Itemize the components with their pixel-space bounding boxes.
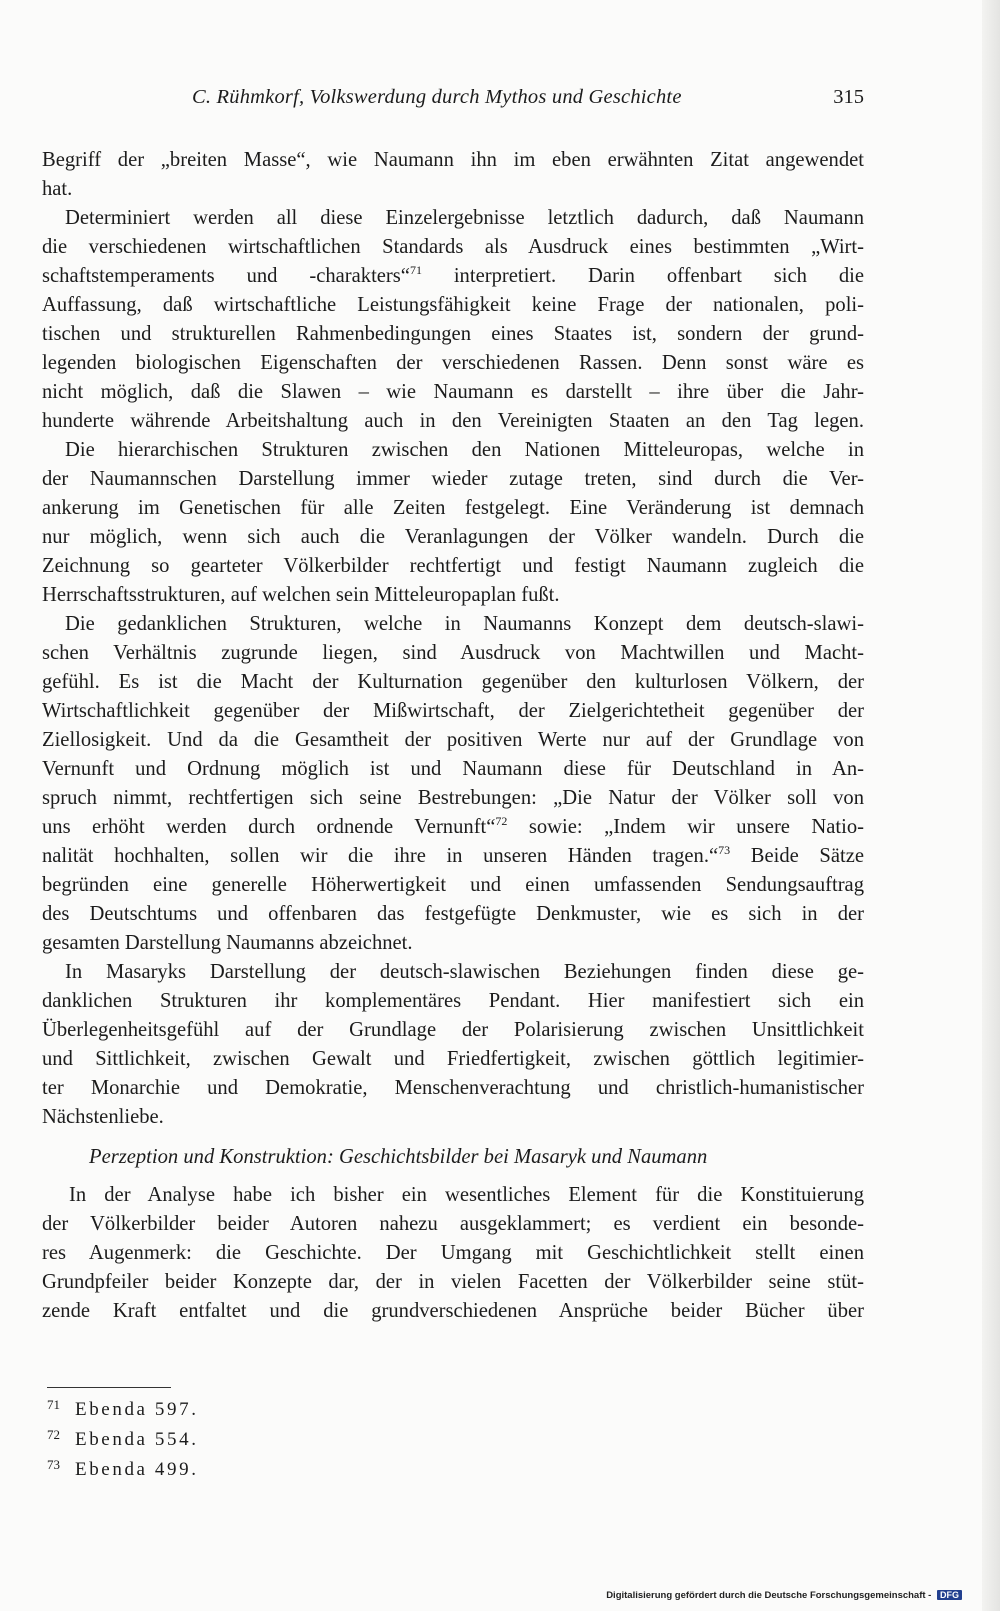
- footnote: [47, 1422, 199, 1452]
- line-text: In der Analyse habe ich bisher ein wesentliches Element für die Konstituierung: [69, 1184, 864, 1206]
- text-line: [42, 523, 864, 552]
- footnote: [47, 1452, 199, 1482]
- line-text-continued: Beide Sätze: [730, 845, 864, 867]
- text-line: [42, 262, 864, 291]
- line-text: Wirtschaftlichkeit gegenüber der Mißwirtschaft, der Zielgerichtetheit gegenüber der: [42, 700, 864, 722]
- line-text: und Sittlichkeit, zwischen Gewalt und Friedfertigkeit, zwischen göttlich legitimier-: [42, 1048, 864, 1070]
- text-line: [42, 987, 864, 1016]
- line-text: Zeichnung so gearteter Völkerbilder rechtfertigt und festigt Naumann zugleich die: [42, 555, 864, 577]
- text-line: [42, 1181, 864, 1210]
- text-line: [42, 755, 864, 784]
- line-text: gesamten Darstellung Naumanns abzeichnet.: [42, 932, 413, 954]
- line-text: legenden biologischen Eigenschaften der verschiedenen Rassen. Denn sonst wäre es: [42, 352, 864, 374]
- line-text: Auffassung, daß wirtschaftliche Leistungsfähigkeit keine Frage der nationalen, poli-: [42, 294, 864, 316]
- text-line: [42, 784, 864, 813]
- text-line: [42, 1016, 864, 1045]
- text-line: [42, 726, 864, 755]
- footnote-ref: 73: [718, 843, 731, 857]
- text-line: [42, 813, 864, 842]
- line-text: Die hierarchischen Strukturen zwischen den Nationen Mitteleuropas, welche in: [65, 439, 864, 461]
- line-text: nalität hochhalten, sollen wir die ihre in unseren Händen tragen.“: [42, 845, 719, 867]
- footnote-number: 73: [47, 1457, 60, 1472]
- footnote-text: Ebenda 597.: [75, 1399, 199, 1420]
- text-line: [42, 407, 864, 436]
- text-line: [42, 494, 864, 523]
- line-text: Begriff der „breiten Masse“, wie Naumann ihn im eben erwähnten Zitat angewendet: [42, 149, 864, 171]
- line-text: Herrschaftsstrukturen, auf welchen sein Mitteleuropaplan fußt.: [42, 584, 560, 606]
- line-text: danklichen Strukturen ihr komplementäres Pendant. Hier manifestiert sich ein: [42, 990, 864, 1012]
- line-text: spruch nimmt, rechtfertigen sich seine Bestrebungen: „Die Natur der Völker soll von: [42, 787, 864, 809]
- footnote-number: 71: [47, 1397, 60, 1412]
- text-line: [42, 291, 864, 320]
- running-title: C. Rühmkorf, Volkswerdung durch Mythos und Geschichte: [192, 86, 682, 108]
- page-number: 315: [833, 86, 864, 108]
- footnote: [47, 1392, 199, 1422]
- text-line: [42, 378, 864, 407]
- text-line: [42, 1045, 864, 1074]
- line-text: tischen und strukturellen Rahmenbedingungen eines Staates ist, sondern der grund-: [42, 323, 864, 345]
- line-text: begründen eine generelle Höherwertigkeit und einen umfassenden Sendungsauftrag: [42, 874, 864, 896]
- text-line: [42, 871, 864, 900]
- digitization-credit: [606, 1590, 962, 1601]
- line-text: der Völkerbilder beider Autoren nahezu ausgeklammert; es verdient ein besonde-: [42, 1213, 864, 1235]
- text-line: [42, 668, 864, 697]
- text-line: [42, 465, 864, 494]
- line-text: Perzeption und Konstruktion: Geschichtsbilder bei Masaryk und Naumann: [89, 1146, 708, 1168]
- text-line: [42, 1239, 864, 1268]
- text-line: [42, 349, 864, 378]
- line-text: Determiniert werden all diese Einzelergebnisse letztlich dadurch, daß Naumann: [65, 207, 864, 229]
- footnote-ref: 71: [409, 263, 422, 277]
- footnote-number: 72: [47, 1427, 60, 1442]
- line-text: Überlegenheitsgefühl auf der Grundlage der Polarisierung zwischen Unsittlichkeit: [42, 1019, 864, 1041]
- line-text: Grundpfeiler beider Konzepte dar, der in vielen Facetten der Völkerbilder seine stüt-: [42, 1271, 864, 1293]
- text-line: [42, 175, 864, 204]
- text-line: [42, 639, 864, 668]
- text-line: [42, 958, 864, 987]
- line-text-continued: interpretiert. Darin offenbart sich die: [421, 265, 864, 287]
- text-line: [42, 1210, 864, 1239]
- line-text: hat.: [42, 178, 73, 200]
- footnote-ref: 72: [495, 814, 508, 828]
- line-text: nicht möglich, daß die Slawen – wie Naumann es darstellt – ihre über die Jahr-: [42, 381, 864, 403]
- line-text: gefühl. Es ist die Macht der Kulturnation gegenüber den kulturlosen Völkern, der: [42, 671, 864, 693]
- body-text: [42, 146, 864, 1326]
- text-line: [42, 842, 864, 871]
- text-line: [42, 320, 864, 349]
- line-text: schen Verhältnis zugrunde liegen, sind Ausdruck von Machtwillen und Macht-: [42, 642, 864, 664]
- text-line: [42, 552, 864, 581]
- text-line: [42, 204, 864, 233]
- text-line: [42, 900, 864, 929]
- page-edge-shadow: [982, 0, 1000, 1611]
- text-line: [42, 1268, 864, 1297]
- footnote-divider: [47, 1387, 171, 1388]
- text-line: [42, 436, 864, 465]
- line-text: hunderte währende Arbeitshaltung auch in den Vereinigten Staaten an den Tag legen.: [42, 410, 864, 432]
- footnotes: [47, 1392, 199, 1482]
- line-text: Die gedanklichen Strukturen, welche in Naumanns Konzept dem deutsch-slawi-: [65, 613, 864, 635]
- text-line: [42, 610, 864, 639]
- text-line: [42, 581, 864, 610]
- line-text: die verschiedenen wirtschaftlichen Standards als Ausdruck eines bestimmten „Wirt-: [42, 236, 864, 258]
- line-text: Nächstenliebe.: [42, 1106, 164, 1128]
- line-text: In Masaryks Darstellung der deutsch-slawischen Beziehungen finden diese ge-: [65, 961, 864, 983]
- credit-text: Digitalisierung gefördert durch die Deutsche Forschungsgemeinschaft -: [606, 1590, 932, 1601]
- line-text: uns erhöht werden durch ordnende Vernunft“: [42, 816, 496, 838]
- line-text: ter Monarchie und Demokratie, Menschenverachtung und christlich-humanistischer: [42, 1077, 864, 1099]
- line-text: Vernunft und Ordnung möglich ist und Naumann diese für Deutschland in An-: [42, 758, 864, 780]
- line-text: Ziellosigkeit. Und da die Gesamtheit der positiven Werte nur auf der Grundlage von: [42, 729, 864, 751]
- line-text: zende Kraft entfaltet und die grundverschiedenen Ansprüche beider Bücher über: [42, 1300, 864, 1322]
- section-heading: [42, 1140, 864, 1174]
- text-line: [42, 1074, 864, 1103]
- line-text-continued: sowie: „Indem wir unsere Natio-: [507, 816, 864, 838]
- line-text: res Augenmerk: die Geschichte. Der Umgang mit Geschichtlichkeit stellt einen: [42, 1242, 864, 1264]
- text-line: [42, 1103, 864, 1132]
- dfg-logo: DFG: [937, 1590, 962, 1600]
- text-line: [42, 1297, 864, 1326]
- footnote-text: Ebenda 554.: [75, 1429, 199, 1450]
- text-line: [42, 929, 864, 958]
- line-text: des Deutschtums und offenbaren das festgefügte Denkmuster, wie es sich in der: [42, 903, 864, 925]
- text-line: [42, 697, 864, 726]
- footnote-text: Ebenda 499.: [75, 1459, 199, 1480]
- line-text: nur möglich, wenn sich auch die Veranlagungen der Völker wandeln. Durch die: [42, 526, 864, 548]
- line-text: der Naumannschen Darstellung immer wieder zutage treten, sind durch die Ver-: [42, 468, 864, 490]
- text-line: [42, 146, 864, 175]
- text-line: [42, 233, 864, 262]
- line-text: ankerung im Genetischen für alle Zeiten festgelegt. Eine Veränderung ist demnach: [42, 497, 864, 519]
- running-head: [42, 86, 864, 120]
- line-text: schaftstemperaments und -charakters“: [42, 265, 410, 287]
